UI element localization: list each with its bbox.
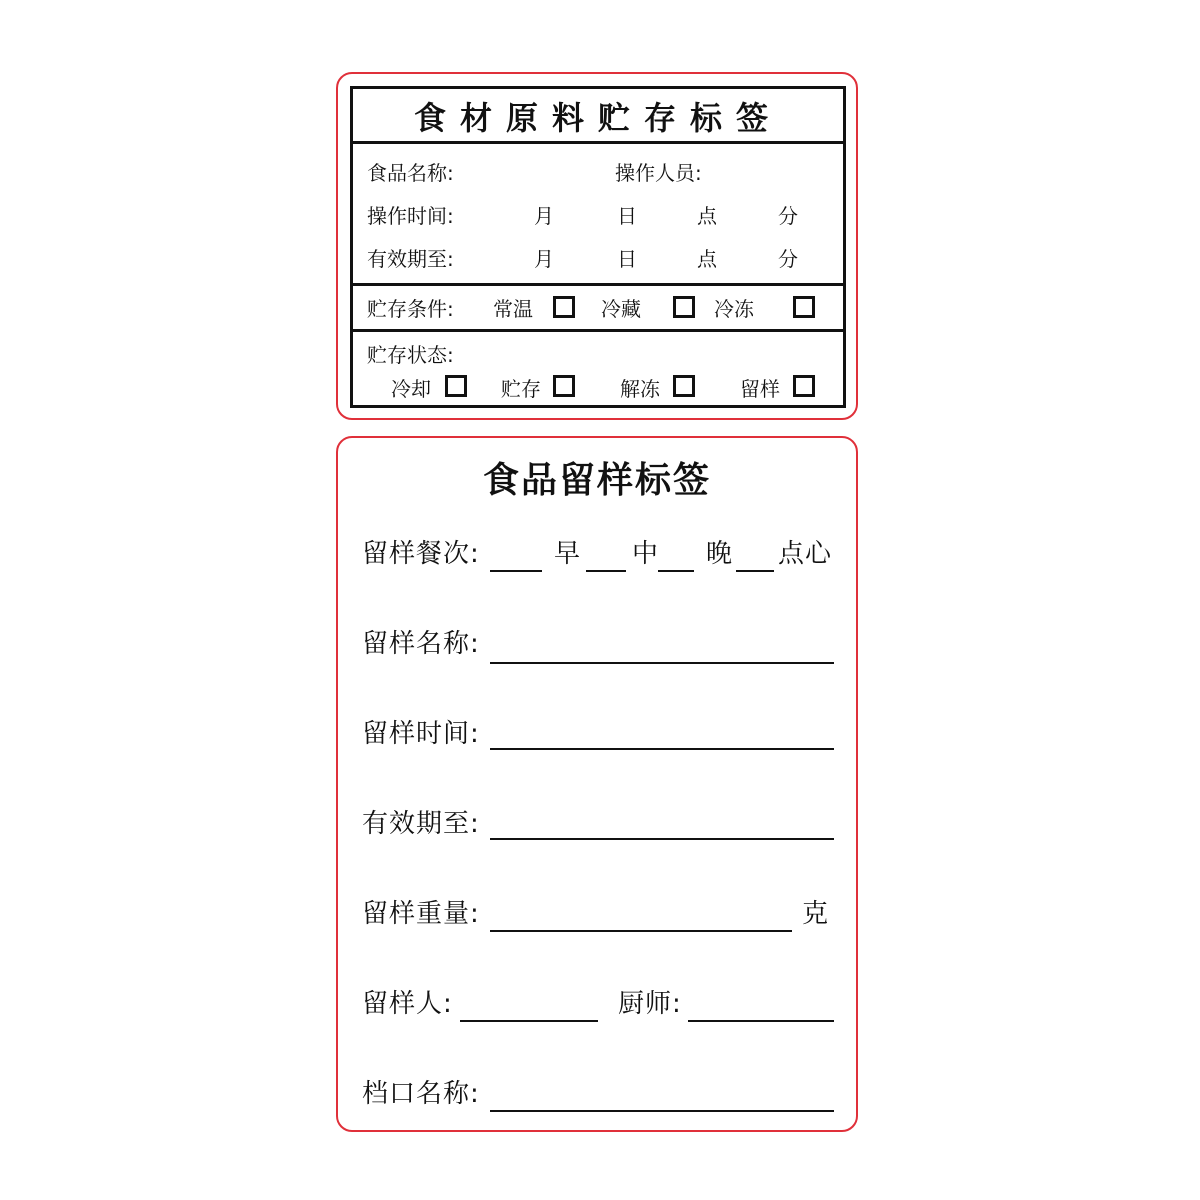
sample-label-title: 食品留样标签 (482, 460, 711, 501)
meal-dinner-blank[interactable] (658, 570, 694, 572)
sample-weight-field[interactable] (490, 930, 792, 932)
sampler-label: 留样人: (362, 989, 453, 1019)
divider (353, 283, 843, 286)
storage-label-card (336, 72, 858, 420)
storage-label-title: 食材原料贮存标签 (413, 99, 782, 137)
storage-state-label: 贮存状态: (367, 343, 454, 367)
stall-name-field[interactable] (490, 1110, 834, 1112)
sample-time-label: 留样时间: (362, 719, 480, 749)
valid-until-label: 有效期至: (362, 809, 480, 839)
state-cooling-label: 冷却 (391, 377, 431, 401)
weight-unit: 克 (802, 899, 830, 929)
food-name-label: 食品名称: (367, 161, 454, 185)
sample-name-label: 留样名称: (362, 629, 480, 659)
meal-label: 留样餐次: (362, 539, 480, 569)
state-thawing-label: 解冻 (620, 377, 660, 401)
chef-field[interactable] (688, 1020, 834, 1022)
chef-label: 厨师: (618, 989, 682, 1019)
state-storage-label: 贮存 (501, 377, 541, 401)
condition-ambient-checkbox[interactable] (553, 296, 575, 318)
stall-name-label: 档口名称: (362, 1079, 480, 1109)
meal-breakfast: 早 (554, 539, 582, 569)
sample-time-field[interactable] (490, 748, 834, 750)
operator-label: 操作人员: (615, 161, 702, 185)
divider (353, 141, 843, 144)
meal-snack: 点心 (778, 539, 833, 569)
valid-day: 日 (617, 247, 637, 271)
sample-label-card (336, 436, 858, 1132)
valid-minute: 分 (778, 247, 798, 271)
operate-day: 日 (617, 204, 637, 228)
condition-refrigerated-checkbox[interactable] (673, 296, 695, 318)
operate-time-label: 操作时间: (367, 204, 454, 228)
meal-lunch-blank[interactable] (586, 570, 626, 572)
meal-snack-blank[interactable] (736, 570, 774, 572)
valid-hour: 点 (697, 247, 717, 271)
state-storage-checkbox[interactable] (553, 375, 575, 397)
state-sample-label: 留样 (740, 377, 780, 401)
condition-refrigerated-label: 冷藏 (601, 297, 641, 321)
state-thawing-checkbox[interactable] (673, 375, 695, 397)
meal-dinner: 晚 (706, 539, 734, 569)
condition-frozen-checkbox[interactable] (793, 296, 815, 318)
divider (353, 329, 843, 332)
sampler-field[interactable] (460, 1020, 598, 1022)
state-sample-checkbox[interactable] (793, 375, 815, 397)
operate-month: 月 (534, 204, 554, 228)
valid-until-label: 有效期至: (367, 247, 454, 271)
valid-until-field[interactable] (490, 838, 834, 840)
condition-frozen-label: 冷冻 (714, 297, 754, 321)
valid-month: 月 (534, 247, 554, 271)
storage-label-frame (350, 86, 846, 408)
sample-weight-label: 留样重量: (362, 899, 480, 929)
sample-name-field[interactable] (490, 662, 834, 664)
state-cooling-checkbox[interactable] (445, 375, 467, 397)
storage-condition-label: 贮存条件: (367, 297, 454, 321)
meal-breakfast-blank[interactable] (490, 570, 542, 572)
operate-hour: 点 (697, 204, 717, 228)
operate-minute: 分 (778, 204, 798, 228)
condition-ambient-label: 常温 (493, 297, 533, 321)
meal-lunch: 中 (632, 539, 660, 569)
